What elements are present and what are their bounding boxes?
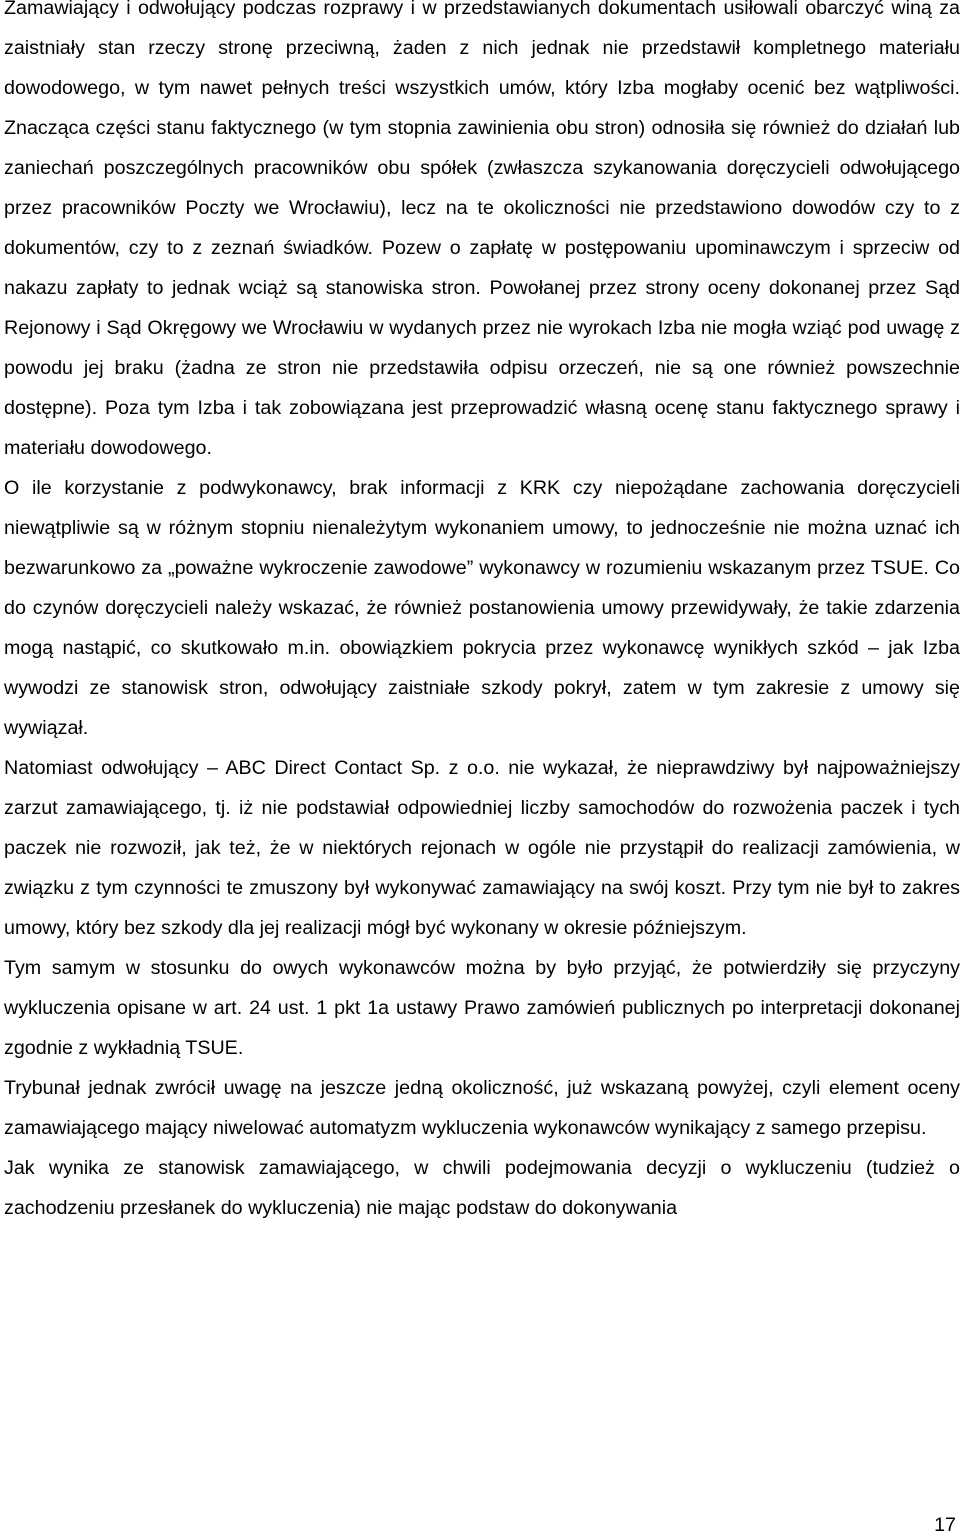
paragraph-4: Tym samym w stosunku do owych wykonawców można by było przyjąć, że potwierdziły się przyczyny wykluczenia opisane w art. 24 ust. 1 pkt 1a ustawy Prawo zamówień publicznych po interpretacji dokonanej zgodnie z wykładnią TSUE.: [4, 957, 960, 1059]
paragraph-3: Natomiast odwołujący – ABC Direct Contact Sp. z o.o. nie wykazał, że nieprawdziwy był najpoważniejszy zarzut zamawiającego, tj. iż nie podstawiał odpowiedniej liczby samochodów do rozwożenia paczek i tych paczek nie rozwoził, jak też, że w niektórych rejonach w ogóle nie przystąpił do realizacji zamówienia, w związku z tym czynności te zmuszony był wykonywać zamawiający na swój koszt. Przy tym nie był to zakres umowy, który bez szkody dla jej realizacji mógł być wykonany w okresie późniejszym.: [4, 757, 960, 939]
paragraph-6: Jak wynika ze stanowisk zamawiającego, w chwili podejmowania decyzji o wykluczeniu (tudzież o zachodzeniu przesłanek do wykluczenia) nie mając podstaw do dokonywania: [4, 1157, 960, 1219]
paragraph-5: Trybunał jednak zwrócił uwagę na jeszcze jedną okoliczność, już wskazaną powyżej, czyli element oceny zamawiającego mający niwelować automatyzm wykluczenia wykonawców wynikający z samego przepisu.: [4, 1077, 960, 1139]
document-body: [4, 0, 960, 1228]
page-number: 17: [934, 1514, 956, 1536]
paragraph-1: Zamawiający i odwołujący podczas rozprawy i w przedstawianych dokumentach usiłowali obarczyć winą za zaistniały stan rzeczy stronę przeciwną, żaden z nich jednak nie przedstawił kompletnego materiału dowodowego, w tym nawet pełnych treści wszystkich umów, który Izba mogłaby ocenić bez wątpliwości. Znacząca części stanu faktycznego (w tym stopnia zawinienia obu stron) odnosiła się również do działań lub zaniechań poszczególnych pracowników obu spółek (zwłaszcza szykanowania doręczycieli odwołującego przez pracowników Poczty we Wrocławiu), lecz na te okoliczności nie przedstawiono dowodów czy to z dokumentów, czy to z zeznań świadków. Pozew o zapłatę w postępowaniu upominawczym i sprzeciw od nakazu zapłaty to jednak wciąż są stanowiska stron. Powołanej przez strony oceny dokonanej przez Sąd Rejonowy i Sąd Okręgowy we Wrocławiu w wydanych przez nie wyrokach Izba nie mogła wziąć pod uwagę z powodu jej braku (żadna ze stron nie przedstawiła odpisu orzeczeń, nie są one również powszechnie dostępne). Poza tym Izba i tak zobowiązana jest przeprowadzić własną ocenę stanu faktycznego sprawy i materiału dowodowego.: [4, 0, 960, 459]
paragraph-2: O ile korzystanie z podwykonawcy, brak informacji z KRK czy niepożądane zachowania doręczycieli niewątpliwie są w różnym stopniu nienależytym wykonaniem umowy, to jednocześnie nie można uznać ich bezwarunkowo za „poważne wykroczenie zawodowe” wykonawcy w rozumieniu wskazanym przez TSUE. Co do czynów doręczycieli należy wskazać, że również postanowienia umowy przewidywały, że takie zdarzenia mogą nastąpić, co skutkowało m.in. obowiązkiem pokrycia przez wykonawcę wynikłych szkód – jak Izba wywodzi ze stanowisk stron, odwołujący zaistniałe szkody pokrył, zatem w tym zakresie z umowy się wywiązał.: [4, 477, 960, 739]
